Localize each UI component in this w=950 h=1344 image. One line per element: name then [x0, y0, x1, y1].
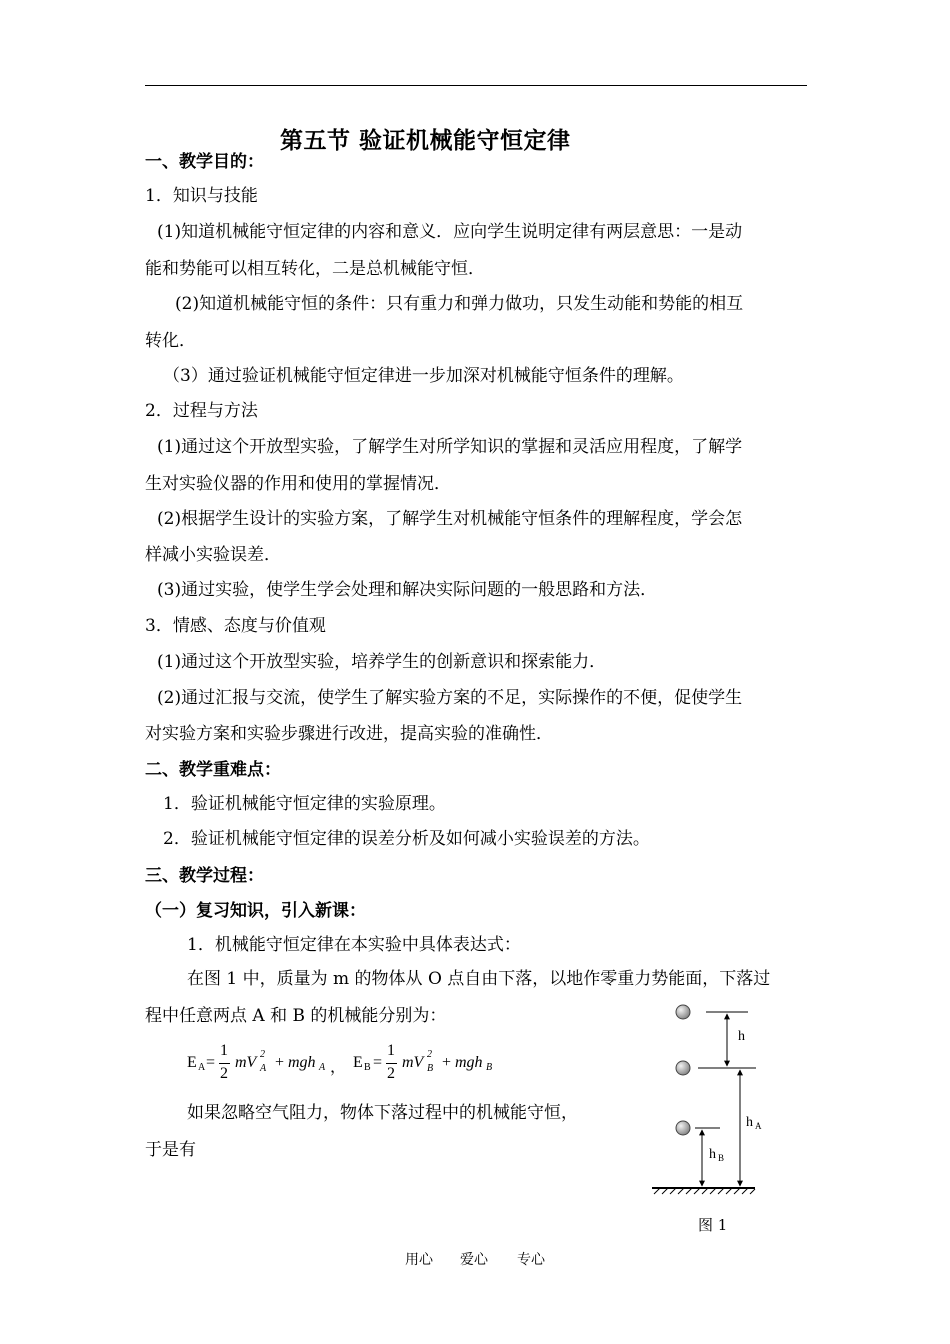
text-line: 如果忽略空气阻力，物体下落过程中的机械能守恒， — [187, 1103, 578, 1123]
formula-ea-sub: A — [198, 1062, 206, 1073]
text-line: (2)根据学生设计的实验方案，了解学生对机械能守恒条件的理解程度，学会怎 — [157, 509, 743, 529]
fraction-bar — [386, 1063, 397, 1064]
footer-text: 爱心 — [460, 1252, 488, 1268]
text-line: 1．机械能守恒定律在本实验中具体表达式： — [187, 935, 521, 955]
ball-a-icon — [676, 1061, 690, 1075]
formula-eb: E — [353, 1054, 363, 1071]
subsection-heading: （一）复习知识，引入新课： — [145, 901, 366, 921]
text-line: (1)知道机械能守恒定律的内容和意义．应向学生说明定律有两层意思：一是动 — [157, 222, 743, 242]
subsection-heading: 1．知识与技能 — [145, 186, 258, 206]
formula-mv: mV — [402, 1054, 424, 1071]
formula-eb-sub: B — [364, 1062, 371, 1073]
text-line: 于是有 — [145, 1140, 196, 1160]
text-line: 生对实验仪器的作用和使用的掌握情况． — [145, 474, 451, 494]
footer-text: 专心 — [517, 1252, 545, 1268]
formula-ha-sub: A — [319, 1062, 326, 1073]
label-ha: h — [746, 1115, 753, 1130]
formula-comma: ， — [330, 1059, 347, 1076]
text-line: (3)通过实验，使学生学会处理和解决实际问题的一般思路和方法． — [157, 580, 658, 600]
text-line: 能和势能可以相互转化，二是总机械能守恒． — [145, 259, 485, 279]
free-fall-figure — [640, 995, 770, 1235]
formula-va-sub: A — [260, 1063, 267, 1074]
text-line: 转化． — [145, 331, 196, 351]
text-line: 1．验证机械能守恒定律的实验原理。 — [163, 794, 446, 814]
label-ha-sub: A — [755, 1121, 762, 1131]
label-hb-sub: B — [718, 1153, 725, 1163]
formula-eq: = — [206, 1054, 216, 1071]
formula-eq: = — [373, 1054, 383, 1071]
header-rule — [145, 85, 807, 86]
formula-ea: E — [187, 1054, 197, 1071]
page-title: 第五节 验证机械能守恒定律 — [280, 127, 571, 154]
section-heading: 一、教学目的： — [145, 152, 264, 172]
text-line: (2)通过汇报与交流，使学生了解实验方案的不足，实际操作的不便，促使学生 — [157, 688, 743, 708]
text-line: （3）通过验证机械能守恒定律进一步加深对机械能守恒条件的理解。 — [163, 366, 684, 386]
formula-square: 2 — [260, 1049, 265, 1060]
formula-square: 2 — [427, 1049, 432, 1060]
footer-text: 用心 — [405, 1252, 433, 1268]
text-line: 2．验证机械能守恒定律的误差分析及如何减小实验误差的方法。 — [163, 829, 650, 849]
text-line: (1)通过这个开放型实验，培养学生的创新意识和探索能力． — [157, 652, 607, 672]
ball-b-icon — [676, 1121, 690, 1135]
formula-plus: + — [275, 1054, 285, 1071]
formula-mgh: mgh — [455, 1054, 483, 1071]
formula-numerator: 1 — [387, 1042, 395, 1059]
ball-o-icon — [676, 1005, 690, 1019]
section-heading: 三、教学过程： — [145, 866, 264, 886]
label-hb: h — [709, 1147, 716, 1162]
text-line: 对实验方案和实验步骤进行改进，提高实验的准确性． — [145, 724, 553, 744]
figure-caption: 图 1 — [698, 1216, 728, 1234]
formula-plus: + — [442, 1054, 452, 1071]
section-heading: 二、教学重难点： — [145, 760, 281, 780]
text-line: (2)知道机械能守恒的条件：只有重力和弹力做功，只发生动能和势能的相互 — [175, 294, 744, 314]
formula-mgh: mgh — [288, 1054, 316, 1071]
subsection-heading: 3．情感、态度与价值观 — [145, 616, 326, 636]
formula-denominator: 2 — [220, 1065, 228, 1082]
text-line: 在图 1 中，质量为 m 的物体从 O 点自由下落，以地作零重力势能面，下落过 — [187, 969, 771, 989]
label-h: h — [738, 1029, 745, 1044]
text-line: 样减小实验误差． — [145, 545, 281, 565]
formula-numerator: 1 — [220, 1042, 228, 1059]
formula-denominator: 2 — [387, 1065, 395, 1082]
formula-vb-sub: B — [427, 1063, 434, 1074]
subsection-heading: 2．过程与方法 — [145, 401, 258, 421]
formula-hb-sub: B — [486, 1062, 493, 1073]
text-line: 程中任意两点 A 和 B 的机械能分别为： — [145, 1006, 447, 1026]
text-line: (1)通过这个开放型实验，了解学生对所学知识的掌握和灵活应用程度，了解学 — [157, 437, 743, 457]
formula-mv: mV — [235, 1054, 257, 1071]
fraction-bar — [219, 1063, 230, 1064]
